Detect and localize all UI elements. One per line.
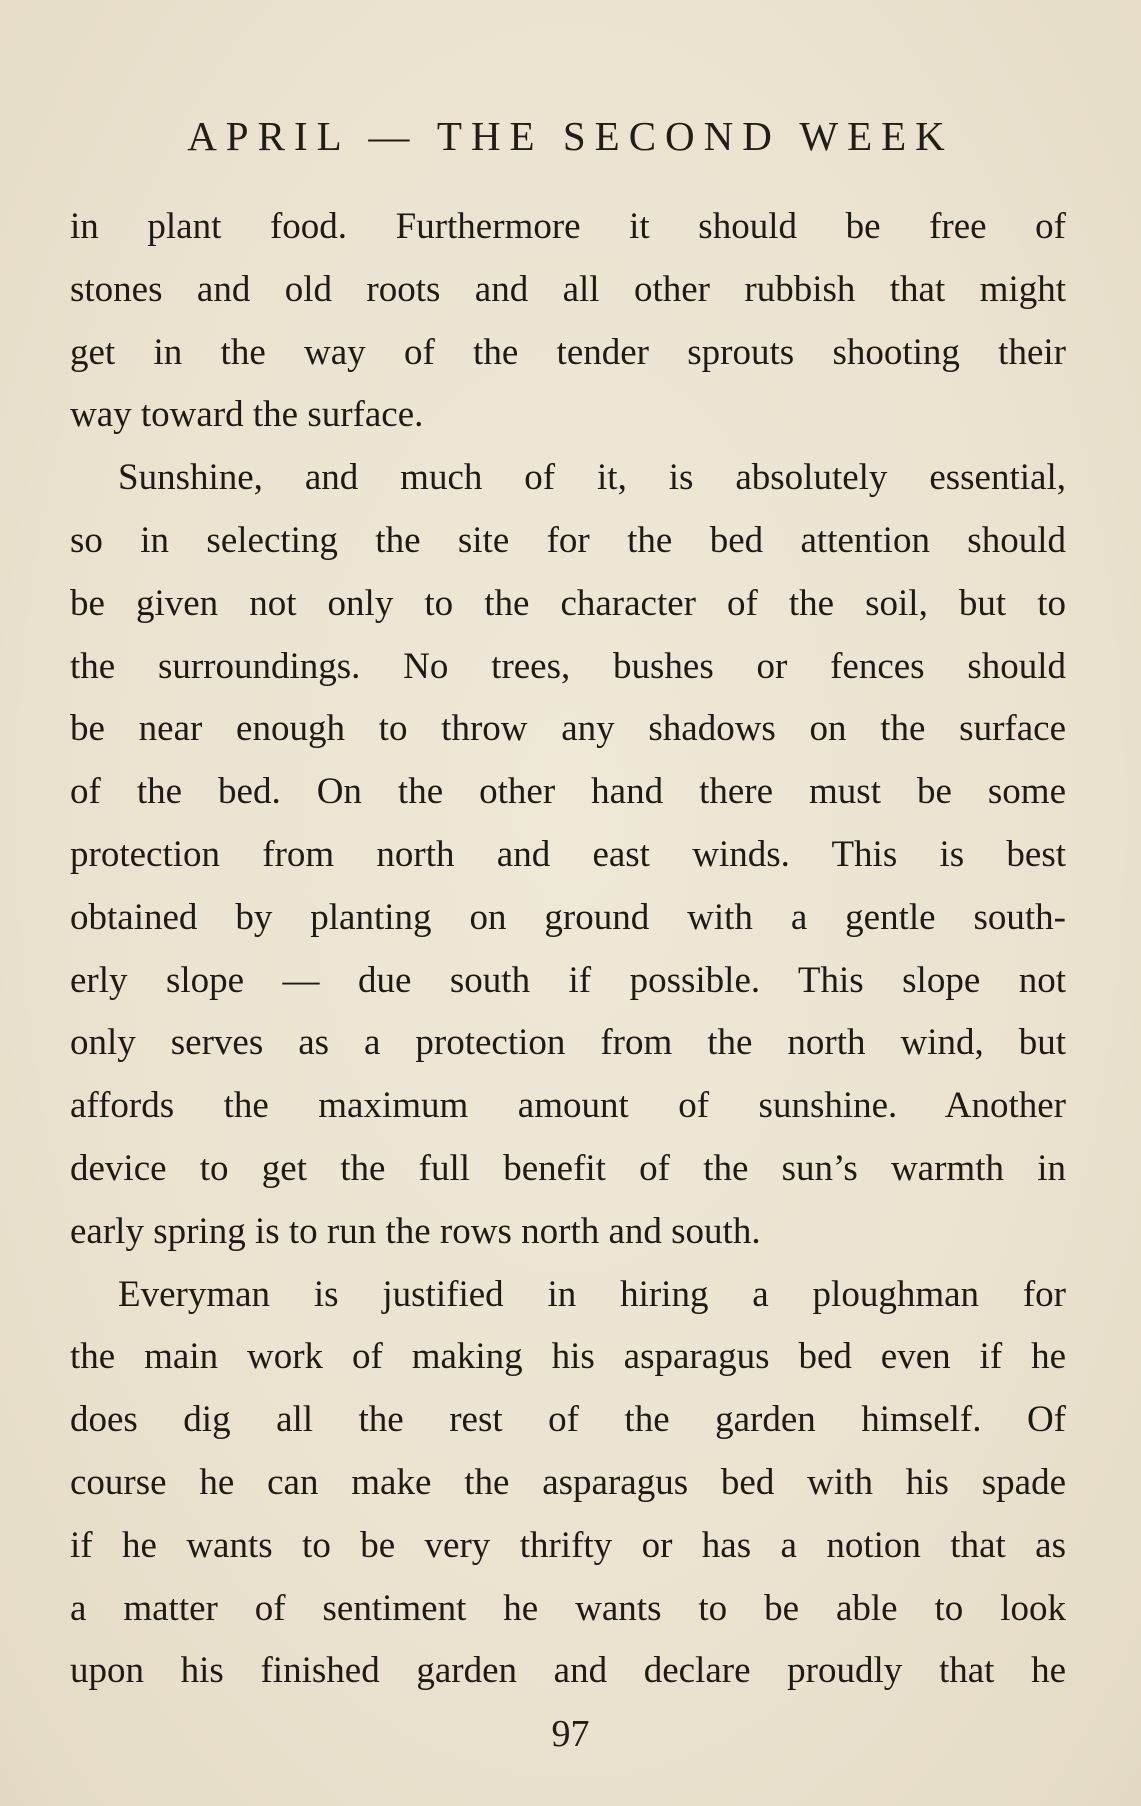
text-line: be near enough to throw any shadows on the surface bbox=[70, 708, 1066, 750]
text-line: way toward the surface. bbox=[70, 394, 424, 436]
text-line: only serves as a protection from the north wind, but bbox=[70, 1022, 1066, 1064]
text-line: in plant food. Furthermore it should be free of bbox=[70, 206, 1066, 247]
text-line: device to get the full benefit of the sun’s warmth in bbox=[70, 1147, 1066, 1189]
running-head: APRIL — THE SECOND WEEK bbox=[187, 113, 954, 159]
text-line: upon his finished garden and declare proudly that he bbox=[70, 1650, 1066, 1692]
text-line: obtained by planting on ground with a gentle south- bbox=[70, 896, 1066, 938]
text-line: affords the maximum amount of sunshine. Another bbox=[70, 1085, 1066, 1127]
text-line: early spring is to run the rows north and south. bbox=[70, 1210, 761, 1252]
text-line: protection from north and east winds. This is best bbox=[70, 833, 1066, 875]
page-number: 97 bbox=[551, 1713, 590, 1755]
text-line: the surroundings. No trees, bushes or fences should bbox=[70, 645, 1066, 687]
text-line: a matter of sentiment he wants to be able to look bbox=[70, 1587, 1066, 1629]
text-line: be given not only to the character of the soil, but to bbox=[70, 582, 1066, 624]
text-line: get in the way of the tender sprouts shooting their bbox=[70, 331, 1066, 373]
text-line: Sunshine, and much of it, is absolutely essential, bbox=[118, 457, 1066, 499]
text-line: course he can make the asparagus bed with his spade bbox=[70, 1461, 1066, 1503]
text-line: if he wants to be very thrifty or has a notion that as bbox=[70, 1524, 1066, 1566]
text-line: does dig all the rest of the garden himself. Of bbox=[70, 1399, 1066, 1441]
text-line: the main work of making his asparagus bed even if he bbox=[70, 1336, 1066, 1378]
text-line: so in selecting the site for the bed attention should bbox=[70, 519, 1066, 561]
body-text bbox=[70, 196, 1066, 1703]
text-line: erly slope — due south if possible. This slope not bbox=[70, 959, 1066, 1001]
text-line: of the bed. On the other hand there must be some bbox=[70, 771, 1066, 813]
text-line: Everyman is justified in hiring a ploughman for bbox=[118, 1273, 1066, 1315]
text-line: stones and old roots and all other rubbish that might bbox=[70, 268, 1066, 310]
